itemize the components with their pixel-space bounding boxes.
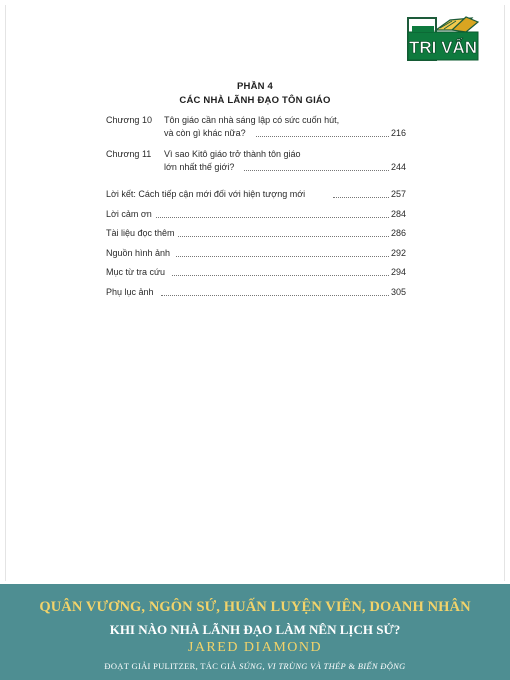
toc-chapter-11[interactable] [106, 148, 406, 174]
toc-entry-index[interactable] [106, 266, 406, 279]
chapter-title-line1: Tôn giáo cần nhà sáng lập có sức cuốn hút, [164, 115, 340, 125]
banner-credit [0, 661, 510, 671]
page-number: 216 [390, 128, 406, 138]
page-number: 294 [390, 267, 406, 277]
toc-entry-image-sources[interactable] [106, 247, 406, 260]
page-number: 257 [390, 189, 406, 199]
publisher-logo [406, 16, 480, 62]
dot-leader [172, 275, 389, 276]
dot-leader [178, 236, 389, 237]
dot-leader [156, 217, 389, 218]
entry-title: Tài liệu đọc thêm [106, 228, 175, 238]
entry-title: Mục từ tra cứu [106, 267, 166, 277]
chapter-label: Chương 10 [106, 115, 152, 125]
chapter-title-line1: Vì sao Kitô giáo trở thành tôn giáo [164, 149, 301, 159]
dot-leader [244, 170, 389, 171]
page-number: 244 [390, 162, 406, 172]
toc-chapter-10[interactable] [106, 114, 406, 140]
chapter-title-line2: lớn nhất thế giới? [164, 162, 235, 172]
page-number: 292 [390, 248, 406, 258]
entry-title: Phụ lục ảnh [106, 287, 154, 297]
banner-author: JARED DIAMOND [187, 640, 323, 655]
entry-title: Lời cảm ơn [106, 209, 152, 219]
page-number: 284 [390, 209, 406, 219]
toc-entry-acknowledgements[interactable] [106, 208, 406, 221]
credit-prefix: ĐOẠT GIẢI PULITZER, TÁC GIẢ [104, 661, 240, 671]
part-number: PHẦN 4 [236, 81, 274, 92]
page-number: 286 [390, 228, 406, 238]
toc-entry-epilogue[interactable] [106, 188, 406, 201]
chapter-title-line2: và còn gì khác nữa? [164, 128, 246, 138]
credit-book-2: BIẾN ĐỘNG [357, 661, 406, 671]
dot-leader [176, 256, 389, 257]
page-number: 305 [390, 287, 406, 297]
dot-leader [256, 136, 389, 137]
dot-leader [333, 197, 389, 198]
logo-text: TRI VẤN [409, 38, 477, 57]
part-title: CÁC NHÀ LÃNH ĐẠO TÔN GIÁO [179, 95, 331, 106]
banner-subtitle: KHI NÀO NHÀ LÃNH ĐẠO LÀM NÊN LỊCH SỬ? [109, 622, 401, 637]
entry-title: Lời kết: Cách tiếp cận mới đối với hiện tượng mới [106, 189, 306, 199]
dot-leader [161, 295, 389, 296]
credit-ampersand: & [346, 661, 358, 671]
entry-title: Nguồn hình ảnh [106, 248, 171, 258]
toc-entry-photo-appendix[interactable] [106, 286, 406, 299]
credit-book-1: SÚNG, VI TRÙNG VÀ THÉP [239, 661, 347, 671]
banner-headline: QUÂN VƯƠNG, NGÔN SỨ, HUẤN LUYỆN VIÊN, DOANH NHÂN [39, 599, 471, 615]
book-logo-icon [406, 16, 480, 62]
chapter-label: Chương 11 [106, 149, 152, 159]
toc-entry-further-reading[interactable] [106, 227, 406, 240]
